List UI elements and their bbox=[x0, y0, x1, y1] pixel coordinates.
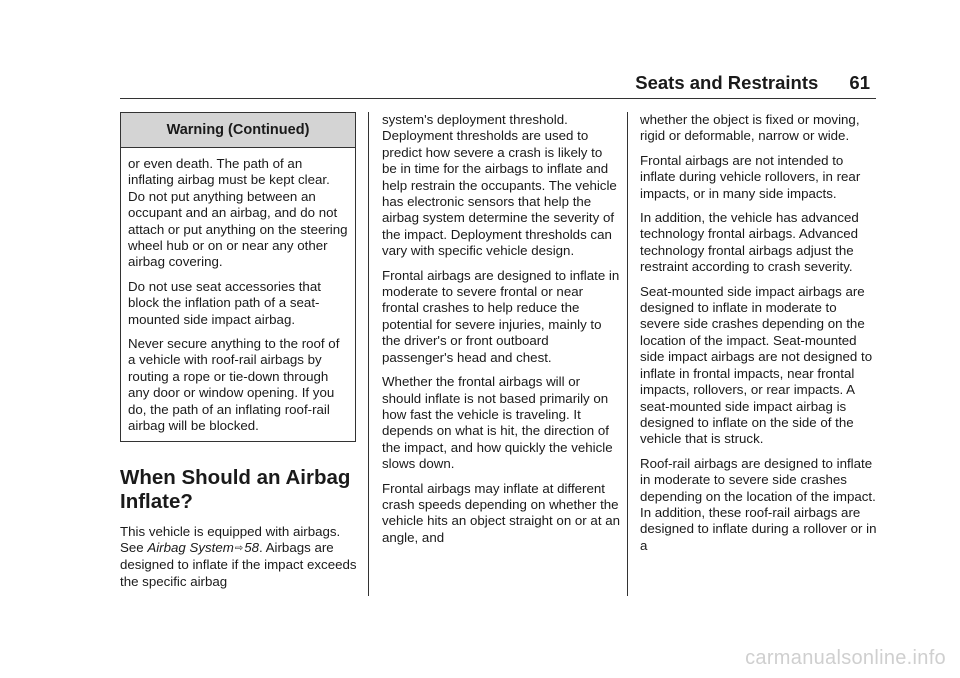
section-heading: When Should an Airbag Inflate? bbox=[120, 465, 351, 513]
section-title: Seats and Restraints bbox=[635, 72, 819, 93]
xref-link[interactable]: Airbag System bbox=[147, 539, 234, 555]
body-paragraph: Seat-mounted side impact airbags are designed to inflate in moderate to severe side crashes depending on the location of the impact. Seat-mounted side impact airbags are not designed to inflate in frontal impacts, near frontal impacts, rollovers, or rear impacts. A seat-mounted side impact airbag is designed to inflate on the side of the vehicle that is struck. bbox=[640, 283, 873, 447]
body-paragraph: whether the object is fixed or moving, rigid or deformable, narrow or wide. bbox=[640, 112, 860, 144]
column-2 bbox=[382, 112, 620, 554]
header-rule bbox=[120, 98, 876, 99]
body-paragraph: Roof-rail airbags are designed to inflate in moderate to severe side crashes depending on the location of the impact. In addition, these roof-rail airbags are designed to inflate during a rollover or in a bbox=[640, 455, 877, 553]
intro-text: This vehicle is equipped with airbags. See bbox=[120, 523, 341, 555]
body-paragraph: Whether the frontal airbags will or should inflate is not based primarily on how fast the vehicle is traveling. It depends on what is hit, the direction of the impact, and how quickly the vehicle slows down. bbox=[382, 374, 613, 472]
column-3 bbox=[640, 112, 878, 562]
warning-body bbox=[121, 148, 355, 441]
body-paragraph: system's deployment threshold. Deployment thresholds are used to predict how severe a crash is likely to be in time for the airbags to inflate and help restrain the occupants. The vehicle has electronic sensors that help the airbag system determine the severity of the impact. Deployment thresholds can vary with specific vehicle design. bbox=[382, 112, 617, 259]
body-paragraph: Frontal airbags are not intended to inflate during vehicle rollovers, in rear impacts, or in many side impacts. bbox=[640, 152, 861, 201]
column-divider bbox=[627, 112, 628, 596]
warning-paragraph: Do not use seat accessories that block the inflation path of a seat-mounted side impact airbag. bbox=[128, 278, 321, 327]
body-paragraph: Frontal airbags may inflate at different crash speeds depending on whether the vehicle hits an object straight on or at an angle, and bbox=[382, 480, 621, 545]
warning-title: Warning (Continued) bbox=[121, 113, 355, 148]
xref-arrow-icon: ⇨ bbox=[234, 542, 244, 554]
intro-text-continued: . Airbags are designed to inflate if the impact exceeds the specific airbag bbox=[120, 539, 357, 589]
column-1 bbox=[120, 112, 358, 598]
body-paragraph: In addition, the vehicle has advanced technology frontal airbags. Advanced technology frontal airbags adjust the restraint according to crash severity. bbox=[640, 210, 859, 275]
warning-box bbox=[120, 112, 356, 442]
body-paragraph: Frontal airbags are designed to inflate in moderate to severe frontal or near frontal crashes to help reduce the potential for severe injuries, mainly to the driver's or front outboard passenger's head and chest. bbox=[382, 267, 620, 365]
column-divider bbox=[368, 112, 369, 596]
page-number: 61 bbox=[849, 72, 870, 93]
watermark: carmanualsonline.info bbox=[745, 647, 946, 669]
warning-paragraph: Never secure anything to the roof of a vehicle with roof-rail airbags by routing a rope or tie-down through any door or window opening. If you do, the path of an inflating roof-rail airbag will be blocked. bbox=[128, 336, 340, 434]
warning-paragraph: or even death. The path of an inflating airbag must be kept clear. Do not put anything between an occupant and an airbag, and do not attach or put anything on the steering wheel hub or on or near any other airbag covering. bbox=[128, 156, 348, 270]
xref-page[interactable]: 58 bbox=[244, 539, 260, 555]
page-header bbox=[635, 72, 870, 94]
section-intro bbox=[120, 524, 358, 591]
